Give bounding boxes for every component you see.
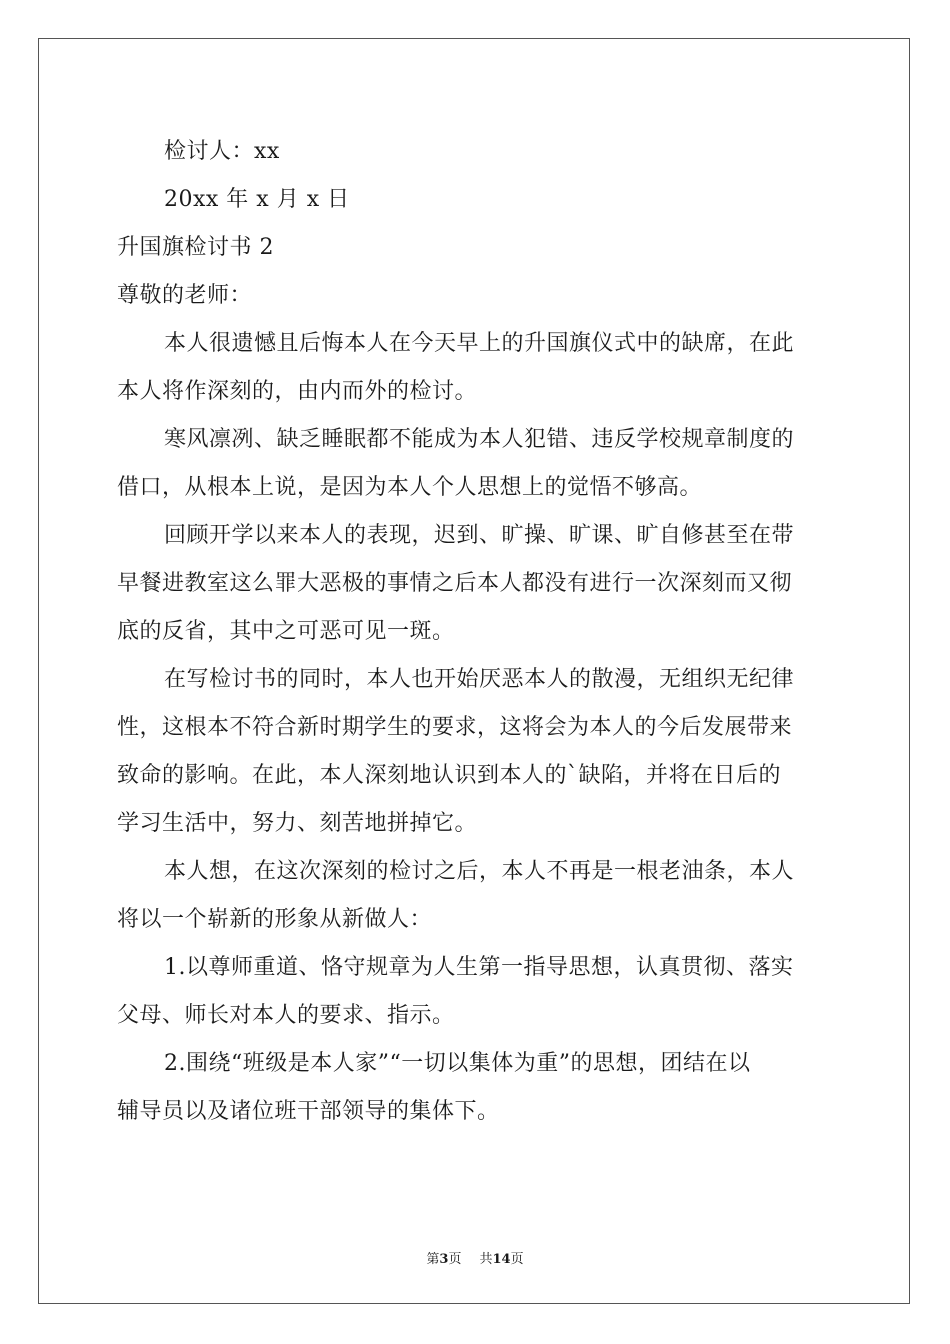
total-suffix: 页 bbox=[510, 1252, 524, 1267]
document-title: 升国旗检讨书 2 bbox=[117, 235, 274, 260]
paragraph-5-line-1: 本人想，在这次深刻的检讨之后，本人不再是一根老油条，本人 bbox=[164, 859, 795, 884]
paragraph-4-line-4: 学习生活中，努力、刻苦地拼掉它。 bbox=[117, 811, 478, 836]
page-number: 3 bbox=[439, 1252, 449, 1267]
total-pages: 14 bbox=[492, 1252, 511, 1267]
signature-line: 检讨人：xx bbox=[164, 139, 280, 164]
date-line: 20xx 年 x 月 x 日 bbox=[164, 187, 350, 212]
page-prefix: 第 bbox=[426, 1252, 440, 1267]
paragraph-5-line-2: 将以一个崭新的形象从新做人： bbox=[117, 907, 433, 932]
paragraph-2-line-1: 寒风凛冽、缺乏睡眠都不能成为本人犯错、违反学校规章制度的 bbox=[164, 427, 795, 452]
list-item-1-line-1: 1.以尊师重道、恪守规章为人生第一指导思想，认真贯彻、落实 bbox=[164, 955, 794, 980]
paragraph-1-line-1: 本人很遗憾且后悔本人在今天早上的升国旗仪式中的缺席，在此 bbox=[164, 331, 795, 356]
salutation: 尊敬的老师： bbox=[117, 283, 253, 308]
document-body bbox=[117, 128, 833, 1136]
page-footer bbox=[0, 1248, 950, 1267]
list-item-2-line-2: 辅导员以及诸位班干部领导的集体下。 bbox=[117, 1099, 500, 1124]
page-suffix: 页 bbox=[448, 1252, 462, 1267]
paragraph-4-line-2: 性，这根本不符合新时期学生的要求，这将会为本人的今后发展带来 bbox=[117, 715, 793, 740]
paragraph-1-line-2: 本人将作深刻的，由内而外的检讨。 bbox=[117, 379, 478, 404]
paragraph-2-line-2: 借口，从根本上说，是因为本人个人思想上的觉悟不够高。 bbox=[117, 475, 703, 500]
total-prefix: 共 bbox=[479, 1252, 493, 1267]
paragraph-3-line-1: 回顾开学以来本人的表现，迟到、旷操、旷课、旷自修甚至在带 bbox=[164, 523, 795, 548]
list-item-1-line-2: 父母、师长对本人的要求、指示。 bbox=[117, 1003, 455, 1028]
paragraph-3-line-3: 底的反省，其中之可恶可见一斑。 bbox=[117, 619, 455, 644]
paragraph-3-line-2: 早餐进教室这么罪大恶极的事情之后本人都没有进行一次深刻而又彻 bbox=[117, 571, 793, 596]
list-item-2-line-1: 2.围绕“班级是本人家”“一切以集体为重”的思想，团结在以 bbox=[164, 1051, 751, 1076]
paragraph-4-line-1: 在写检讨书的同时，本人也开始厌恶本人的散漫，无组织无纪律 bbox=[164, 667, 795, 692]
paragraph-4-line-3: 致命的影响。在此，本人深刻地认识到本人的`缺陷，并将在日后的 bbox=[117, 763, 782, 788]
